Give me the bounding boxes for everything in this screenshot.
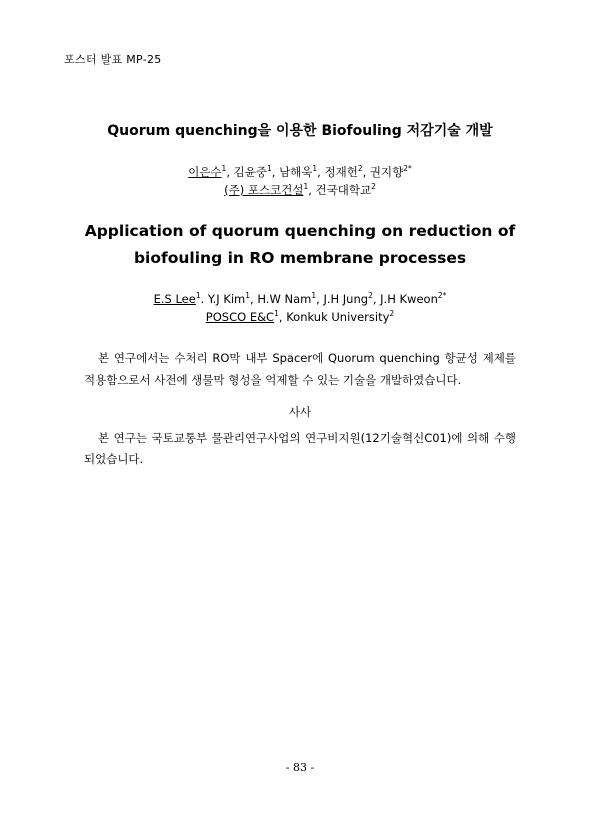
- english-affiliations: POSCO $E\&C^1$, Konkuk University$^2$: [205, 309, 395, 324]
- korean-authors: 이은수$^1$, 김윤중$^1$, 남해욱$^1$, 정재헌$^2$, 권지향$^{2*}$: [188, 164, 412, 179]
- english-author: J.H Jung: [323, 292, 369, 306]
- english-author: H.W Nam: [257, 292, 312, 306]
- korean-affiliations: (주) 포스코건설$^1$, 건국대학교$^2$: [224, 182, 376, 197]
- abstract-paragraph: [84, 347, 516, 391]
- poster-label: 포스터 발표 MP-25: [64, 53, 162, 66]
- korean-affiliation: (주) 포스코건설: [224, 183, 304, 197]
- english-author: J.H Kweon: [380, 292, 438, 306]
- acknowledgement-heading: 사사: [288, 405, 312, 419]
- english-authors: E.S Lee$^1$. Y.J Kim$^1$, H.W Nam$^1$, J.H Jung$^2$, J.H Kweon$^{2*}$: [153, 291, 447, 306]
- english-author: Y.J Kim: [207, 292, 246, 306]
- english-affiliation: POSCO E&C: [205, 310, 275, 324]
- korean-affiliation: 건국대학교: [315, 183, 372, 197]
- page-number: - 83 -: [285, 761, 315, 774]
- english-title-line2: biofouling in RO membrane processes: [133, 249, 467, 267]
- korean-title: Quorum quenching을 이용한 Biofouling 저감기술 개발: [107, 123, 493, 139]
- english-title: [0, 218, 600, 272]
- english-title-line1: Application of quorum quenching on reduction of: [84, 222, 516, 240]
- korean-author: 권지향: [369, 165, 404, 179]
- english-author: E.S Lee: [153, 292, 196, 306]
- abstract-text: 본 연구에서는 수처리 RO막 내부 Spacer에 Quorum quenching 항균성 제제를 적용함으로서 사전에 생물막 형성을 억제할 수 있는 기술을 개발하였습니다.: [84, 351, 516, 387]
- acknowledgement-text: 본 연구는 국토교통부 물관리연구사업의 연구비지원(12기술혁신C01)에 의해 수행되었습니다.: [84, 431, 516, 466]
- korean-author: 김윤중: [233, 165, 267, 179]
- korean-author: 남해욱: [279, 165, 313, 179]
- korean-author: 이은수: [188, 165, 222, 179]
- english-affiliation: Konkuk University: [286, 310, 390, 324]
- acknowledgement-paragraph: [84, 428, 516, 470]
- korean-author: 정재헌: [324, 165, 358, 179]
